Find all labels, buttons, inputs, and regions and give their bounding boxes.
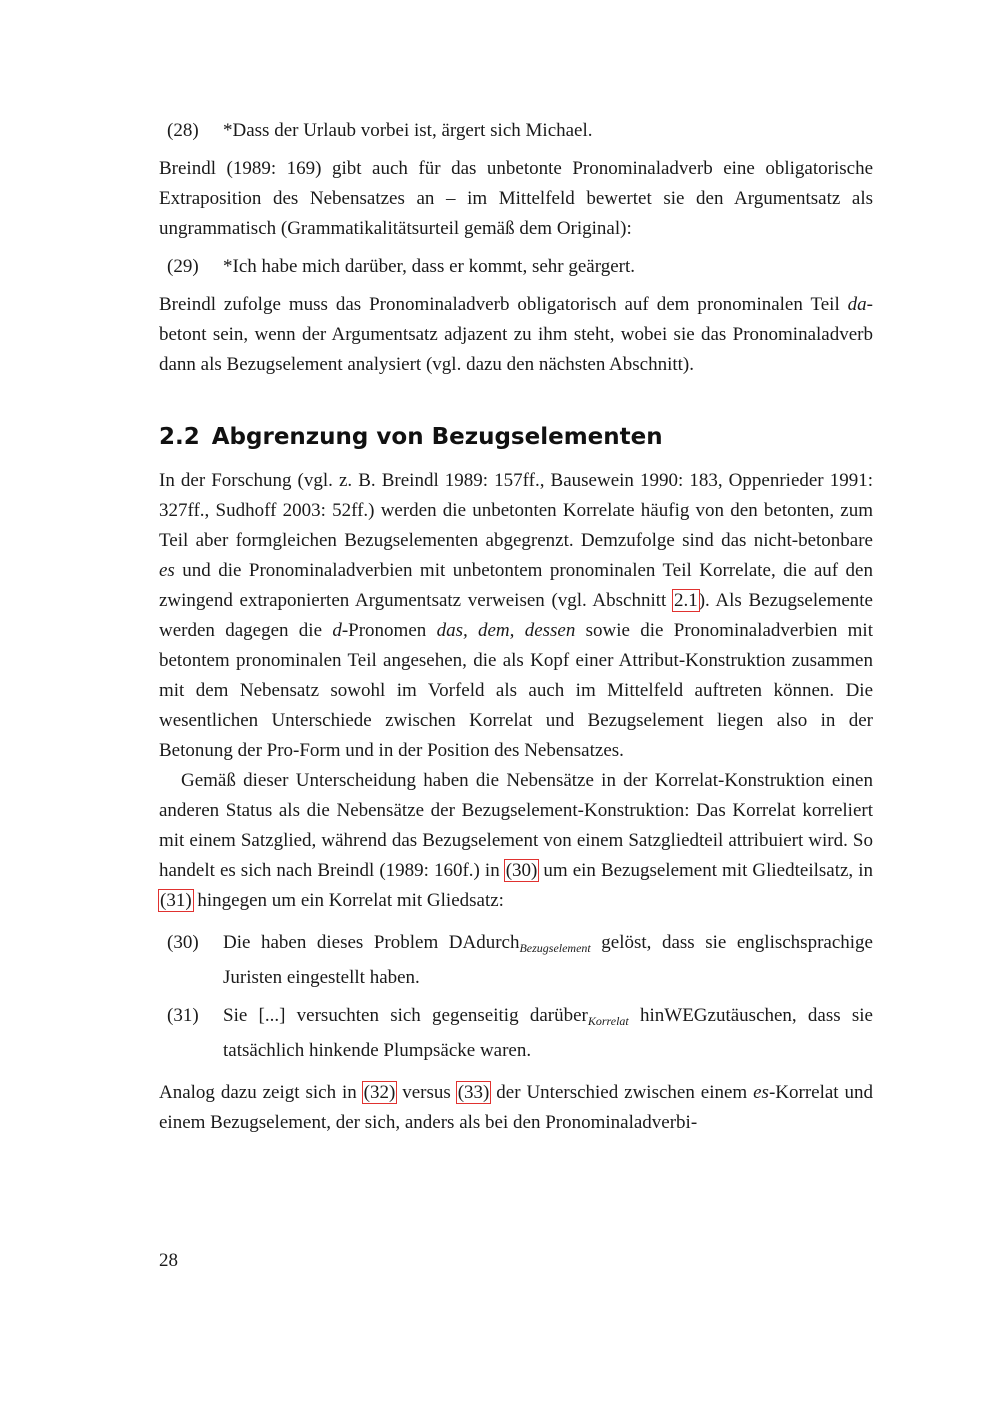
paragraph-2: Breindl zufolge muss das Pronominaladverb obligatorisch auf dem pronominalen Teil da- betont sein, wenn der Argumentsatz adjazent zu ihm steht, wobei sie das Pronominaladverb dann als Bezugselement analysiert (vgl. dazu den nächsten Abschnitt). — [159, 294, 873, 375]
emphasis: d — [332, 620, 342, 641]
example-text: *Ich habe mich darüber, dass er kommt, sehr geärgert. — [223, 256, 635, 277]
example-reference-link-31[interactable]: (31) — [160, 890, 192, 911]
paragraph-4: Gemäß dieser Unterscheidung haben die Nebensätze in der Korrelat-Konstruktion einen anderen Status als die Nebensätze der Bezugselement-Konstruktion: Das Korrelat korreliert mit einem Satzglied, während das Bezugselement von einem Satzgliedteil attribuiert wird. So handelt es sich nach Breindl (1989: 160f.) in (30) um ein Bezugselement mit Gliedteilsatz, in (31) hingegen um ein Korrelat mit Gliedsatz: — [159, 770, 873, 911]
emphasis: da- — [847, 294, 873, 315]
section-title: Abgrenzung von Bezugselementen — [211, 424, 663, 450]
example-number: (30) — [167, 932, 199, 953]
emphasis: es — [159, 560, 175, 581]
example-31 — [159, 1001, 873, 1066]
emphasis: das, dem, dessen — [436, 620, 576, 641]
section-reference-link[interactable]: 2.1 — [673, 590, 698, 611]
example-reference-link-30[interactable]: (30) — [505, 860, 538, 881]
example-number: (29) — [167, 256, 199, 277]
example-number: (28) — [167, 120, 199, 141]
subscript-label: Korrelat — [587, 1014, 629, 1028]
emphasis: es — [753, 1082, 769, 1103]
paragraph-1: Breindl (1989: 169) gibt auch für das unbetonte Pronominaladverb eine obligatorische Extraposition des Nebensatzes an – im Mittelfeld bewertet sie den Argumentsatz als ungrammatisch (Grammatikalitätsurteil gemäß dem Original): — [159, 158, 873, 239]
subscript-label: Bezugselement — [519, 941, 591, 955]
example-reference-link-33[interactable]: (33) — [457, 1082, 490, 1103]
example-30 — [159, 928, 873, 993]
example-text: Sie [...] versuchten sich gegenseitig darüber$_{Korrelat}$ hinWEGzutäuschen, dass sie tatsächlich hinkende Plumpsäcke waren. — [223, 1005, 873, 1061]
page-body — [159, 116, 873, 1138]
example-reference-link-32[interactable]: (32) — [363, 1082, 396, 1103]
example-28 — [159, 116, 873, 146]
section-heading — [159, 422, 873, 452]
page-number: 28 — [159, 1250, 178, 1271]
example-number: (31) — [167, 1005, 199, 1026]
paragraph-5: Analog dazu zeigt sich in (32) versus (33) der Unterschied zwischen einem es-Korrelat und einem Bezugselement, der sich, anders als bei den Pronominaladverbi- — [159, 1082, 873, 1133]
example-text: Die haben dieses Problem DAdurch$_{Bezugselement}$ gelöst, dass sie englischsprachige Juristen eingestellt haben. — [223, 932, 873, 988]
example-29 — [159, 252, 873, 282]
section-number: 2.2 — [159, 424, 200, 450]
paragraph-3: In der Forschung (vgl. z. B. Breindl 1989: 157ff., Bausewein 1990: 183, Oppenrieder 1991: 327ff., Sudhoff 2003: 52ff.) werden die unbetonten Korrelate häufig von den betonten, zum Teil aber formgleichen Bezugselementen abgegrenzt. Demzufolge sind das nicht-betonbare es und die Pronominaladverbien mit unbetontem pronominalen Teil Korrelate, die auf den zwingend extraponierten Argumentsatz verweisen (vgl. Abschnitt 2.1). Als Bezugselemente werden dagegen die d-Pronomen das, dem, dessen sowie die Pronominaladverbien mit betontem pronominalen Teil angesehen, die als Kopf einer Attribut-Konstruktion zusammen mit dem Nebensatz sowohl im Vorfeld als auch im Mittelfeld auftreten können. Die wesentlichen Unterschiede zwischen Korrelat und Bezugselement liegen also in der Betonung der Pro-Form und in der Position des Nebensatzes. — [159, 470, 873, 761]
example-text: *Dass der Urlaub vorbei ist, ärgert sich Michael. — [223, 120, 593, 141]
